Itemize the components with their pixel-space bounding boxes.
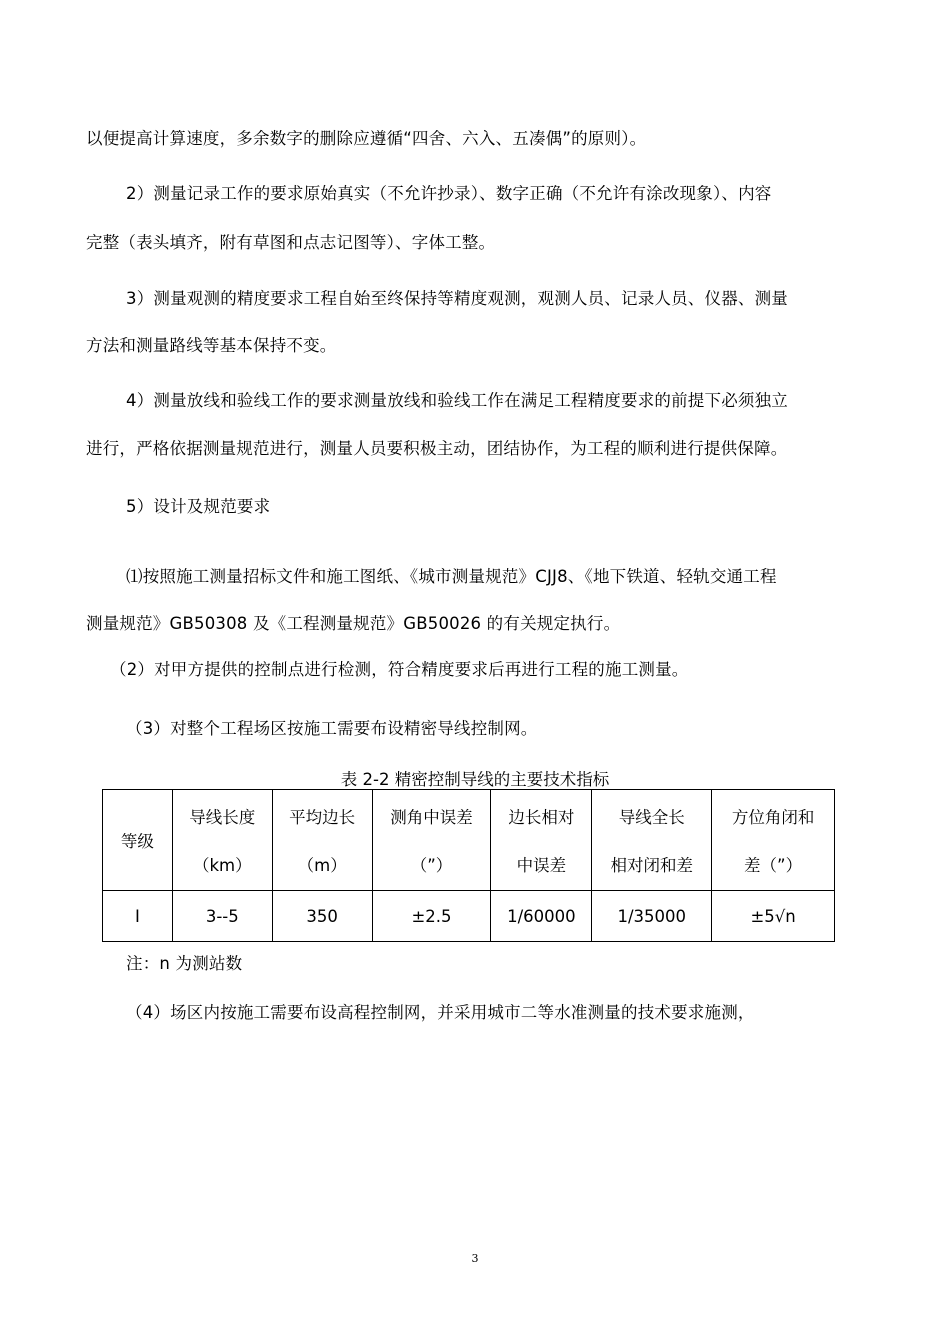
paragraph-line: ⑴按照施工测量招标文件和施工图纸、《城市测量规范》CJJ8、《地下铁道、轻轨交通工程 — [126, 567, 777, 586]
paragraph-line: 4）测量放线和验线工作的要求测量放线和验线工作在满足工程精度要求的前提下必须独立 — [126, 391, 788, 410]
header-angle-error — [372, 790, 491, 891]
header-traverse-length — [172, 790, 272, 891]
technical-index-table — [102, 789, 835, 942]
header-text: 平均边长 — [289, 808, 356, 827]
paragraph-line: 3）测量观测的精度要求工程自始至终保持等精度观测，观测人员、记录人员、仪器、测量 — [126, 289, 788, 308]
header-unit: （”） — [410, 856, 453, 875]
table-cell: 3--5 — [172, 891, 272, 942]
header-closure — [592, 790, 712, 891]
table-cell: 1/35000 — [592, 891, 712, 942]
header-unit: （km） — [192, 856, 252, 875]
header-text: 差（”） — [744, 856, 803, 875]
header-average-side — [272, 790, 372, 891]
section-heading: 5）设计及规范要求 — [126, 497, 271, 516]
paragraph-line: 2）测量记录工作的要求原始真实（不允许抄录）、数字正确（不允许有涂改现象）、内容 — [126, 184, 772, 203]
header-azimuth-closure — [712, 790, 835, 891]
table-cell: ±5√n — [712, 891, 835, 942]
table-cell: 1/60000 — [491, 891, 592, 942]
table-row — [103, 891, 835, 942]
header-text: 测角中误差 — [390, 808, 473, 827]
table-caption: 表 2-2 精密控制导线的主要技术指标 — [340, 770, 610, 789]
table-cell: ±2.5 — [372, 891, 491, 942]
paragraph-line: （3）对整个工程场区按施工需要布设精密导线控制网。 — [126, 719, 538, 738]
table-cell: Ⅰ — [103, 891, 173, 942]
paragraph-line: （2）对甲方提供的控制点进行检测，符合精度要求后再进行工程的施工测量。 — [110, 660, 689, 679]
header-grade — [103, 790, 173, 891]
table-note: 注：n 为测站数 — [126, 954, 243, 973]
header-side-relative-error — [491, 790, 592, 891]
header-text: 方位角闭和 — [731, 808, 815, 827]
header-text: 中误差 — [516, 856, 567, 875]
table-header-row — [103, 790, 835, 891]
paragraph-line: 完整（表头填齐，附有草图和点志记图等）、字体工整。 — [86, 233, 496, 252]
header-text: 边长相对 — [508, 808, 575, 827]
paragraph-line: 方法和测量路线等基本保持不变。 — [86, 336, 337, 355]
paragraph-line: 测量规范》GB50308 及《工程测量规范》GB50026 的有关规定执行。 — [86, 614, 621, 633]
page-number: 3 — [471, 1252, 479, 1265]
paragraph-line: 进行，严格依据测量规范进行，测量人员要积极主动，团结协作，为工程的顺利进行提供保障。 — [86, 439, 788, 458]
header-text: 等级 — [120, 832, 154, 851]
paragraph-line: 以便提高计算速度，多余数字的删除应遵循“四舍、六入、五凑偶”的原则）。 — [86, 129, 647, 148]
table-cell: 350 — [272, 891, 372, 942]
header-text: 相对闭和差 — [610, 856, 693, 875]
header-unit: （m） — [297, 856, 347, 875]
header-text: 导线长度 — [189, 808, 256, 827]
header-text: 导线全长 — [618, 808, 685, 827]
paragraph-line: （4）场区内按施工需要布设高程控制网，并采用城市二等水准测量的技术要求施测， — [126, 1003, 755, 1022]
